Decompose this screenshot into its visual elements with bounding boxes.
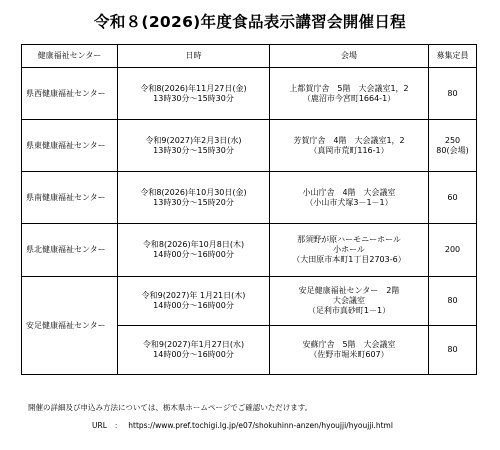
center-name: 県西健康福祉センター (22, 68, 118, 120)
venue-line: 大会議室 (333, 296, 365, 305)
capacity-value: 250 (444, 135, 461, 145)
capacity-cell (429, 326, 477, 375)
capacity-cell (429, 172, 477, 224)
schedule-table (21, 44, 477, 375)
header-capacity: 募集定員 (429, 45, 477, 68)
center-name: 安足健康福祉センター (22, 277, 118, 375)
venue-address: （小山市犬塚3－1－1） (305, 197, 393, 207)
datetime-cell (118, 120, 270, 172)
venue-line: 上都賀庁舎 5階 大会議室1，2 (289, 83, 409, 93)
url-label: URL ： (92, 421, 122, 430)
header-center: 健康福祉センター (22, 45, 118, 68)
venue-cell (270, 120, 429, 172)
page-title: 令和８(2026)年度食品表示講習会開催日程 (94, 13, 406, 31)
capacity-value: 200 (444, 245, 461, 254)
header-datetime: 日時 (118, 45, 270, 68)
venue-line: 那須野が原ハーモニーホール (297, 235, 401, 244)
venue-cell (270, 224, 429, 277)
date-text: 令和8(2026)年11月27日(金) (140, 83, 247, 93)
capacity-venue-value: 80(会場) (436, 145, 469, 155)
time-text: 13時30分～15時30分 (153, 145, 234, 155)
table-row (22, 172, 477, 224)
footer-note: 開催の詳細及び申込み方法については、栃木県ホームページでご確認いただけます。 (28, 403, 313, 412)
venue-line: 安足健康福祉センター 2階 (298, 286, 400, 295)
capacity-cell (429, 224, 477, 277)
time-text: 13時30分～15時20分 (153, 197, 234, 207)
time-text: 14時00分～16時00分 (153, 350, 234, 359)
venue-address: （足利市真砂町1－1） (307, 306, 391, 315)
capacity-value: 80 (447, 296, 458, 305)
table-row (22, 68, 477, 120)
center-name: 県東健康福祉センター (22, 120, 118, 172)
datetime-cell (118, 224, 270, 277)
date-text: 令和9(2027)年2月3日(水) (145, 135, 242, 145)
capacity-cell (429, 120, 477, 172)
venue-line: 芳賀庁舎 4階 大会議室1，2 (293, 135, 405, 145)
date-text: 令和9(2027)年 1月21日(木) (141, 291, 246, 300)
venue-cell (270, 277, 429, 326)
datetime-cell (118, 172, 270, 224)
venue-address: （鹿沼市今宮町1664-1） (302, 93, 396, 103)
date-text: 令和8(2026)年10月8日(木) (142, 240, 245, 249)
table-header-row (22, 45, 477, 68)
venue-line: 小山庁舎 4階 大会議室 (302, 187, 396, 197)
capacity-cell (429, 68, 477, 120)
venue-line: 小ホール (333, 245, 365, 254)
table-row (22, 277, 477, 326)
capacity-value: 80 (447, 345, 458, 354)
center-name: 県北健康福祉センター (22, 224, 118, 277)
datetime-cell (118, 326, 270, 375)
venue-cell (270, 68, 429, 120)
center-name: 県南健康福祉センター (22, 172, 118, 224)
footer-url-line (92, 420, 393, 431)
table-row (22, 224, 477, 277)
datetime-cell (118, 277, 270, 326)
url-link[interactable]: https://www.pref.tochigi.lg.jp/e07/shokuhinn-anzen/hyoujji/hyoujji.html (128, 421, 393, 430)
venue-address: （大田原市本町1丁目2703-6） (292, 255, 406, 264)
datetime-cell (118, 68, 270, 120)
venue-cell (270, 326, 429, 375)
venue-address: （真岡市荒町116-1） (309, 145, 389, 155)
venue-cell (270, 172, 429, 224)
time-text: 14時00分～16時00分 (153, 250, 234, 259)
date-text: 令和8(2026)年10月30日(金) (140, 187, 247, 197)
time-text: 14時00分～16時00分 (153, 301, 234, 310)
time-text: 13時30分～15時30分 (153, 93, 234, 103)
table-row (22, 120, 477, 172)
capacity-value: 60 (447, 192, 458, 202)
venue-address: （佐野市堀米町607） (309, 350, 389, 359)
date-text: 令和9(2027)年1月27日(水) (142, 340, 245, 349)
header-venue: 会場 (270, 45, 429, 68)
venue-line: 安蘇庁舎 5階 大会議室 (302, 340, 396, 349)
capacity-value: 80 (447, 88, 458, 98)
capacity-cell (429, 277, 477, 326)
